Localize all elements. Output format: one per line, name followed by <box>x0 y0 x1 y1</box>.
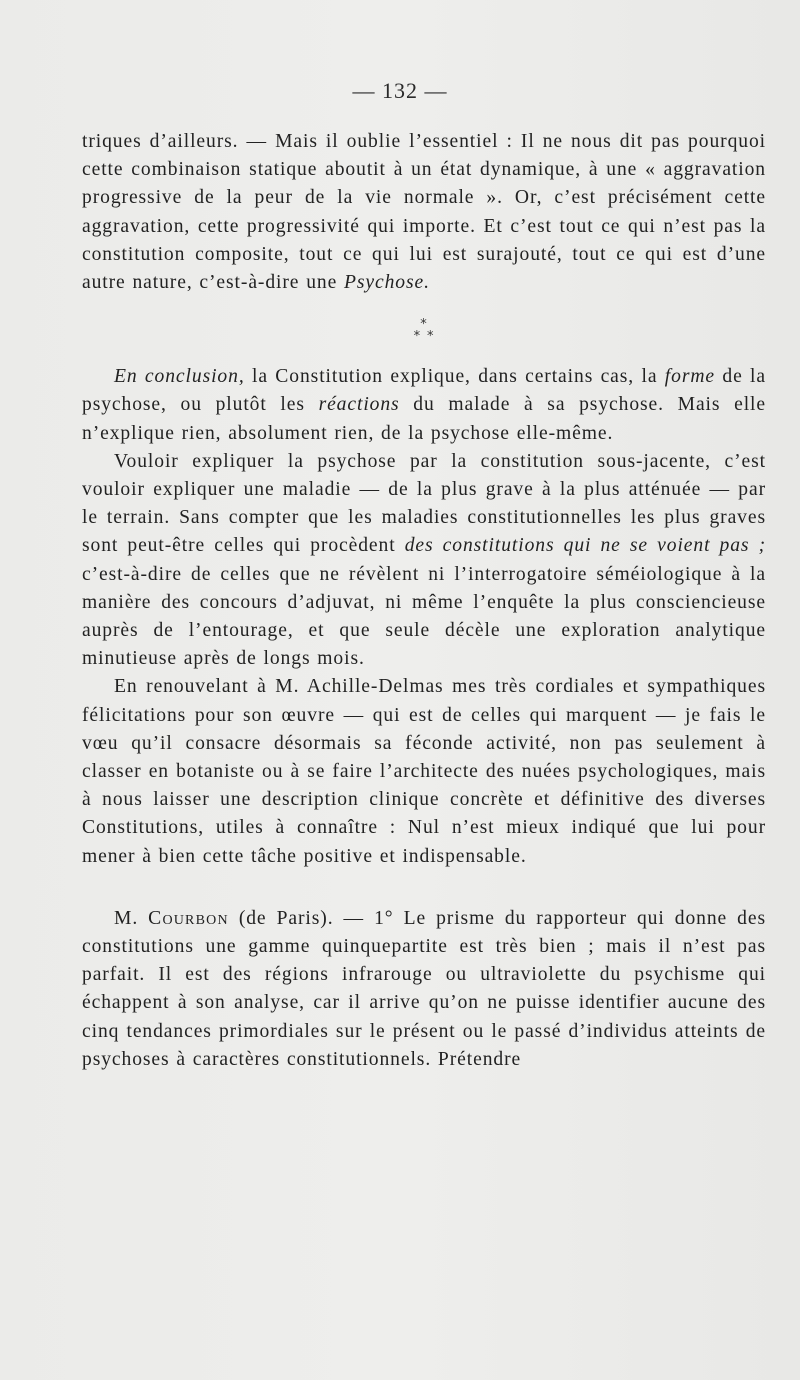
paragraph-2-italic-c: réactions <box>318 394 400 416</box>
paragraph-5 <box>82 905 766 1074</box>
speaker-name: Courbon <box>148 907 229 929</box>
paragraph-3-text-a: Vouloir expliquer la psychose par la constitution sous-jacente, c’est vouloir expliquer une maladie — de la plus grave à la plus atténuée — par le terrain. Sans compter que les maladies constitutionnelles les plus graves sont peut-être celles qui procèdent <box>82 450 766 557</box>
paragraph-2-italic-a: En conclusion, <box>114 366 245 388</box>
paragraph-1 <box>82 128 766 297</box>
paragraph-1-italic: Psychose. <box>344 272 430 294</box>
paragraph-5-prefix: M. <box>114 907 149 929</box>
paragraph-2-text-a: la Constitution explique, dans certains cas, la <box>244 366 665 388</box>
asterism-bottom: * * <box>413 329 435 345</box>
paragraph-2-text-b: de la psychose, ou plutôt les <box>82 366 766 416</box>
paragraph-2-italic-b: forme <box>664 366 716 388</box>
page-body <box>82 128 766 1074</box>
paragraph-3-italic: des constitutions qui ne se voient pas ; <box>404 535 767 557</box>
paragraph-1-text: triques d’ailleurs. — Mais il oublie l’essentiel : Il ne nous dit pas pourquoi cette combinaison statique aboutit à un état dynamique, à une « aggravation progressive de la peur de la vie normale ». Or, c’est précisément cette aggravation, cette progressivité qui importe. Et c’est tout ce qui n’est pas la constitution composite, tout ce qui lui est surajouté, tout ce qui est d’une autre nature, c’est-à-dire une <box>82 131 766 294</box>
asterism-top: * <box>420 317 428 333</box>
page-number: — 132 — <box>352 78 448 103</box>
paragraph-2-text-c: du malade à sa psychose. Mais elle n’explique rien, absolument rien, de la psychose elle-même. <box>82 394 766 444</box>
paragraph-4: En renouvelant à M. Achille-Delmas mes très cordiales et sympathiques félicitations pour son œuvre — qui est de celles qui marquent — je fais le vœu qu’il consacre désormais sa féconde activité, non pas seulement à classer en botaniste ou à se faire l’architecte des nuées psychologiques, mais à nous laisser une description clinique concrète et définitive des diverses Constitutions, utiles à connaître : Nul n’est mieux indiqué que lui pour mener à bien cette tâche positive et indispensable. <box>82 676 766 867</box>
paragraph-3 <box>82 448 766 674</box>
asterism-divider <box>82 319 766 343</box>
paragraph-5-text: (de Paris). — 1° Le prisme du rapporteur qui donne des constitutions une gamme quinquepartite est très bien ; mais il n’est pas parfait. Il est des régions infrarouge ou ultraviolette du psychisme qui échappent à son analyse, car il arrive qu’on ne puisse identifier aucune des cinq tendances primordiales sur le présent ou le passé d’individus atteints de psychoses à caractères constitutionnels. Prétendre <box>82 907 766 1070</box>
paragraph-2 <box>82 363 766 448</box>
paragraph-3-text-b: c’est-à-dire de celles que ne révèlent ni l’interrogatoire séméiologique à la manière des concours d’adjuvat, ni même l’enquête la plus consciencieuse auprès de l’entourage, et que seule décèle une exploration analytique minutieuse après de longs mois. <box>82 563 766 670</box>
paragraph-gap <box>82 871 766 905</box>
